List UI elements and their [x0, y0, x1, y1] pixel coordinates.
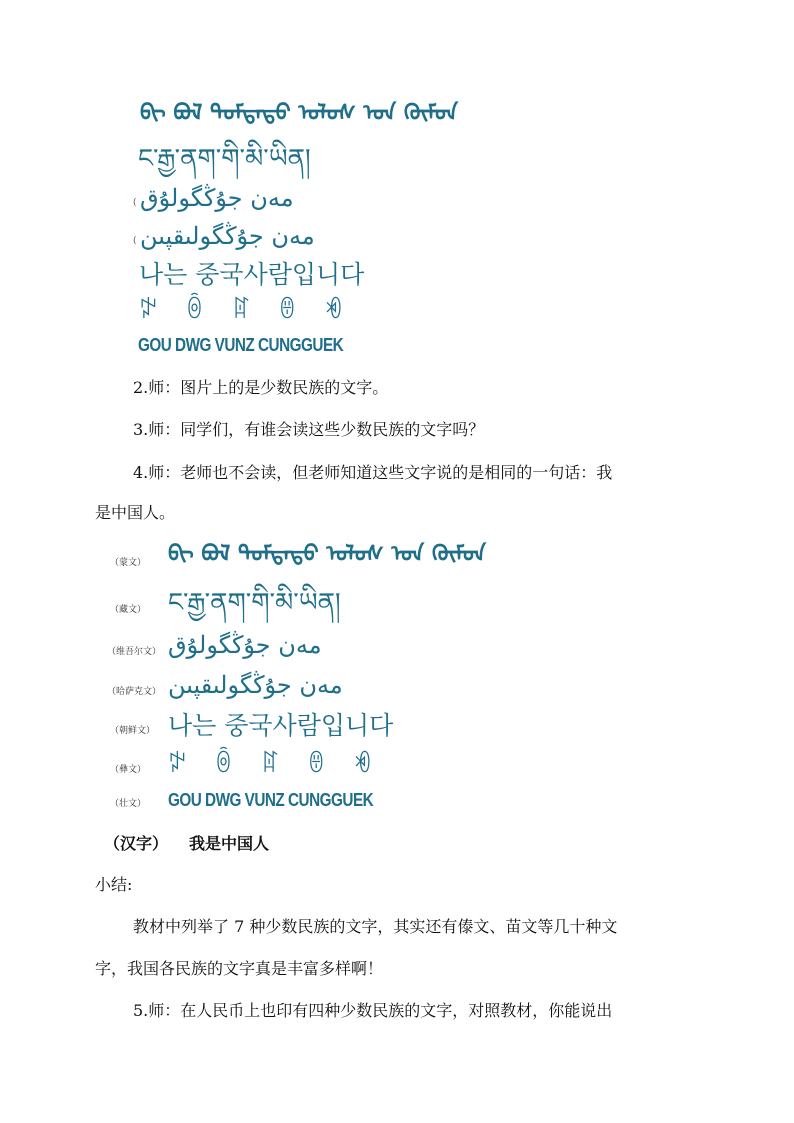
label-mongolian: （蒙文）	[110, 558, 147, 568]
summary-line2: 字，我国各民族的文字真是丰富多样啊！	[95, 959, 384, 978]
paragraph-4-line1: 4.师：老师也不会读，但老师知道这些文字说的是相同的一句话：我	[133, 463, 613, 482]
label-tibetan: （藏文）	[110, 605, 147, 615]
label-korean: （朝鲜文）	[110, 726, 156, 736]
summary-line1: 教材中列举了 7 种少数民族的文字，其实还有傣文、苗文等几十种文	[133, 917, 618, 936]
korean-script: 나는 중국사람입니다	[139, 260, 365, 289]
korean-script: 나는 중국사람입니다	[168, 711, 394, 740]
label-yi: （彝文）	[110, 765, 147, 775]
summary-title: 小结:	[95, 875, 133, 894]
label-kazakh: （哈萨克文）	[107, 687, 162, 697]
paragraph-5: 5.师：在人民币上也印有四种少数民族的文字，对照教材，你能说出	[133, 1001, 613, 1020]
paren-mark: (	[133, 198, 137, 208]
uyghur-script: مەن جۇڭگولۇق	[140, 184, 294, 212]
zhuang-script: GOU DWG VUNZ CUNGGUEK	[138, 335, 344, 355]
zhuang-script: GOU DWG VUNZ CUNGGUEK	[168, 790, 374, 810]
kazakh-script: مەن جۇڭگولىقپىن	[140, 222, 315, 250]
label-zhuang: （壮文）	[110, 799, 147, 809]
label-uyghur: （维吾尔文）	[107, 647, 162, 657]
han-label: （汉字）	[104, 834, 169, 853]
paragraph-4-line2: 是中国人。	[95, 503, 176, 522]
han-text: 我是中国人	[189, 834, 270, 853]
tibetan-script: ང་རྒྱ་ནག་གི་མི་ཡིན།	[168, 588, 341, 618]
paragraph-2: 2.师：图片上的是少数民族的文字。	[133, 378, 389, 397]
mongolian-script: ᠪᠢ ᠪᠣᠯ ᠳᠤᠮᠳᠠᠳᠤ ᠤᠯᠤᠰ ᠤᠨ ᠬᠦᠮᠦᠨ	[168, 541, 487, 567]
paren-mark: (	[133, 236, 137, 246]
yi-script: ꉢ ꉺ ꍏ ꇩ ꏓ	[139, 296, 354, 324]
paragraph-3: 3.师：同学们，有谁会读这些少数民族的文字吗？	[133, 420, 485, 439]
kazakh-script: مەن جۇڭگولىقپىن	[168, 671, 343, 699]
mongolian-script: ᠪᠢ ᠪᠣᠯ ᠳᠤᠮᠳᠠᠳᠤ ᠤᠯᠤᠰ ᠤᠨ ᠬᠦᠮᠦᠨ	[140, 100, 459, 126]
tibetan-script: ང་རྒྱ་ནག་གི་མི་ཡིན།	[138, 144, 311, 174]
yi-script: ꉢ ꉺ ꍏ ꇩ ꏓ	[168, 750, 383, 778]
uyghur-script: مەن جۇڭگولۇق	[168, 631, 322, 659]
